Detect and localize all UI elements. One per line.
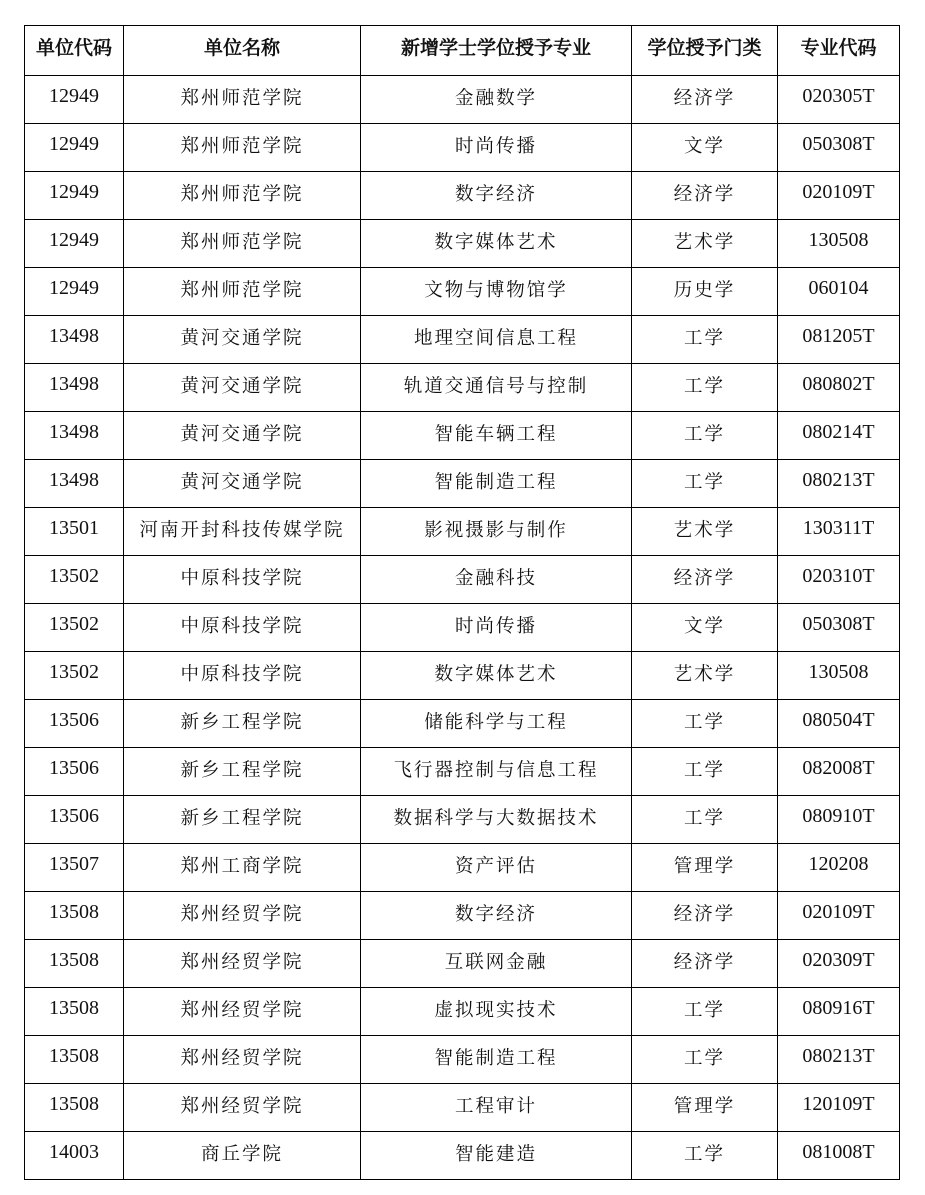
major-name-cell: 智能制造工程 xyxy=(361,460,632,508)
major-name-cell: 金融科技 xyxy=(361,556,632,604)
header-unit-name: 单位名称 xyxy=(124,26,361,76)
unit-code-cell: 13498 xyxy=(25,412,124,460)
unit-code-cell: 13506 xyxy=(25,796,124,844)
unit-code-cell: 13502 xyxy=(25,604,124,652)
table-body xyxy=(25,76,900,1180)
unit-code-cell: 13508 xyxy=(25,1036,124,1084)
table-row xyxy=(25,172,900,220)
degree-category-cell: 经济学 xyxy=(632,940,778,988)
degree-category-cell: 工学 xyxy=(632,460,778,508)
table-row xyxy=(25,364,900,412)
major-code-cell: 080504T xyxy=(778,700,900,748)
major-code-cell: 130311T xyxy=(778,508,900,556)
major-name-cell: 数据科学与大数据技术 xyxy=(361,796,632,844)
unit-code-cell: 13508 xyxy=(25,892,124,940)
unit-name-cell: 新乡工程学院 xyxy=(124,748,361,796)
unit-code-cell: 13508 xyxy=(25,940,124,988)
major-code-cell: 130508 xyxy=(778,652,900,700)
major-code-cell: 050308T xyxy=(778,124,900,172)
unit-name-cell: 郑州工商学院 xyxy=(124,844,361,892)
table-row xyxy=(25,124,900,172)
unit-name-cell: 郑州经贸学院 xyxy=(124,1084,361,1132)
table-row xyxy=(25,844,900,892)
degree-category-cell: 历史学 xyxy=(632,268,778,316)
major-name-cell: 虚拟现实技术 xyxy=(361,988,632,1036)
degree-category-cell: 工学 xyxy=(632,364,778,412)
degree-table xyxy=(24,25,900,1180)
unit-name-cell: 黄河交通学院 xyxy=(124,364,361,412)
degree-category-cell: 艺术学 xyxy=(632,652,778,700)
unit-code-cell: 13498 xyxy=(25,364,124,412)
major-name-cell: 智能建造 xyxy=(361,1132,632,1180)
major-name-cell: 数字经济 xyxy=(361,892,632,940)
degree-category-cell: 艺术学 xyxy=(632,508,778,556)
unit-name-cell: 郑州师范学院 xyxy=(124,124,361,172)
unit-code-cell: 13506 xyxy=(25,748,124,796)
unit-name-cell: 中原科技学院 xyxy=(124,556,361,604)
unit-name-cell: 郑州经贸学院 xyxy=(124,1036,361,1084)
degree-category-cell: 管理学 xyxy=(632,1084,778,1132)
major-name-cell: 数字经济 xyxy=(361,172,632,220)
major-code-cell: 130508 xyxy=(778,220,900,268)
table-header-row xyxy=(25,26,900,76)
unit-name-cell: 中原科技学院 xyxy=(124,604,361,652)
unit-name-cell: 郑州经贸学院 xyxy=(124,988,361,1036)
major-code-cell: 081008T xyxy=(778,1132,900,1180)
table-row xyxy=(25,652,900,700)
table-row xyxy=(25,892,900,940)
unit-code-cell: 12949 xyxy=(25,268,124,316)
table-row xyxy=(25,604,900,652)
table-row xyxy=(25,412,900,460)
table-row xyxy=(25,1132,900,1180)
table-row xyxy=(25,268,900,316)
unit-name-cell: 黄河交通学院 xyxy=(124,460,361,508)
degree-category-cell: 工学 xyxy=(632,316,778,364)
header-major-code: 专业代码 xyxy=(778,26,900,76)
major-code-cell: 020109T xyxy=(778,172,900,220)
major-code-cell: 081205T xyxy=(778,316,900,364)
major-code-cell: 080214T xyxy=(778,412,900,460)
table-row xyxy=(25,556,900,604)
major-name-cell: 文物与博物馆学 xyxy=(361,268,632,316)
degree-category-cell: 管理学 xyxy=(632,844,778,892)
unit-code-cell: 13506 xyxy=(25,700,124,748)
degree-category-cell: 文学 xyxy=(632,124,778,172)
major-code-cell: 120208 xyxy=(778,844,900,892)
major-code-cell: 050308T xyxy=(778,604,900,652)
unit-code-cell: 13507 xyxy=(25,844,124,892)
unit-name-cell: 新乡工程学院 xyxy=(124,796,361,844)
degree-category-cell: 艺术学 xyxy=(632,220,778,268)
table-row xyxy=(25,76,900,124)
table-row xyxy=(25,316,900,364)
major-name-cell: 时尚传播 xyxy=(361,124,632,172)
unit-code-cell: 13502 xyxy=(25,652,124,700)
major-code-cell: 020309T xyxy=(778,940,900,988)
major-code-cell: 080213T xyxy=(778,1036,900,1084)
table-row xyxy=(25,796,900,844)
unit-code-cell: 13508 xyxy=(25,988,124,1036)
major-name-cell: 数字媒体艺术 xyxy=(361,652,632,700)
unit-code-cell: 13498 xyxy=(25,316,124,364)
table-row xyxy=(25,988,900,1036)
unit-code-cell: 12949 xyxy=(25,172,124,220)
unit-name-cell: 黄河交通学院 xyxy=(124,412,361,460)
degree-category-cell: 工学 xyxy=(632,700,778,748)
major-name-cell: 地理空间信息工程 xyxy=(361,316,632,364)
table-row xyxy=(25,220,900,268)
unit-code-cell: 12949 xyxy=(25,76,124,124)
unit-name-cell: 郑州经贸学院 xyxy=(124,892,361,940)
major-name-cell: 资产评估 xyxy=(361,844,632,892)
degree-category-cell: 经济学 xyxy=(632,76,778,124)
degree-category-cell: 工学 xyxy=(632,412,778,460)
major-code-cell: 120109T xyxy=(778,1084,900,1132)
degree-category-cell: 工学 xyxy=(632,988,778,1036)
degree-category-cell: 工学 xyxy=(632,1132,778,1180)
major-code-cell: 080910T xyxy=(778,796,900,844)
major-name-cell: 轨道交通信号与控制 xyxy=(361,364,632,412)
major-code-cell: 080802T xyxy=(778,364,900,412)
major-name-cell: 智能车辆工程 xyxy=(361,412,632,460)
major-name-cell: 飞行器控制与信息工程 xyxy=(361,748,632,796)
unit-name-cell: 郑州师范学院 xyxy=(124,268,361,316)
degree-category-cell: 工学 xyxy=(632,748,778,796)
unit-name-cell: 郑州师范学院 xyxy=(124,76,361,124)
major-name-cell: 智能制造工程 xyxy=(361,1036,632,1084)
degree-category-cell: 工学 xyxy=(632,1036,778,1084)
major-name-cell: 工程审计 xyxy=(361,1084,632,1132)
major-code-cell: 060104 xyxy=(778,268,900,316)
unit-code-cell: 13508 xyxy=(25,1084,124,1132)
table-row xyxy=(25,940,900,988)
unit-name-cell: 商丘学院 xyxy=(124,1132,361,1180)
unit-code-cell: 14003 xyxy=(25,1132,124,1180)
major-name-cell: 数字媒体艺术 xyxy=(361,220,632,268)
unit-name-cell: 郑州经贸学院 xyxy=(124,940,361,988)
major-name-cell: 影视摄影与制作 xyxy=(361,508,632,556)
major-code-cell: 080213T xyxy=(778,460,900,508)
table-row xyxy=(25,700,900,748)
major-code-cell: 080916T xyxy=(778,988,900,1036)
unit-code-cell: 12949 xyxy=(25,124,124,172)
unit-code-cell: 13502 xyxy=(25,556,124,604)
unit-code-cell: 13501 xyxy=(25,508,124,556)
table-row xyxy=(25,748,900,796)
degree-category-cell: 经济学 xyxy=(632,172,778,220)
table-row xyxy=(25,1084,900,1132)
degree-category-cell: 经济学 xyxy=(632,892,778,940)
degree-category-cell: 文学 xyxy=(632,604,778,652)
major-name-cell: 时尚传播 xyxy=(361,604,632,652)
unit-name-cell: 河南开封科技传媒学院 xyxy=(124,508,361,556)
degree-category-cell: 工学 xyxy=(632,796,778,844)
table-row xyxy=(25,508,900,556)
major-code-cell: 020109T xyxy=(778,892,900,940)
unit-name-cell: 郑州师范学院 xyxy=(124,172,361,220)
major-name-cell: 互联网金融 xyxy=(361,940,632,988)
unit-name-cell: 新乡工程学院 xyxy=(124,700,361,748)
table-row xyxy=(25,1036,900,1084)
table-row xyxy=(25,460,900,508)
unit-name-cell: 中原科技学院 xyxy=(124,652,361,700)
major-name-cell: 金融数学 xyxy=(361,76,632,124)
unit-code-cell: 12949 xyxy=(25,220,124,268)
major-code-cell: 020305T xyxy=(778,76,900,124)
degree-category-cell: 经济学 xyxy=(632,556,778,604)
unit-code-cell: 13498 xyxy=(25,460,124,508)
major-code-cell: 020310T xyxy=(778,556,900,604)
header-degree-category: 学位授予门类 xyxy=(632,26,778,76)
header-unit-code: 单位代码 xyxy=(25,26,124,76)
header-new-major: 新增学士学位授予专业 xyxy=(361,26,632,76)
unit-name-cell: 郑州师范学院 xyxy=(124,220,361,268)
unit-name-cell: 黄河交通学院 xyxy=(124,316,361,364)
major-code-cell: 082008T xyxy=(778,748,900,796)
major-name-cell: 储能科学与工程 xyxy=(361,700,632,748)
